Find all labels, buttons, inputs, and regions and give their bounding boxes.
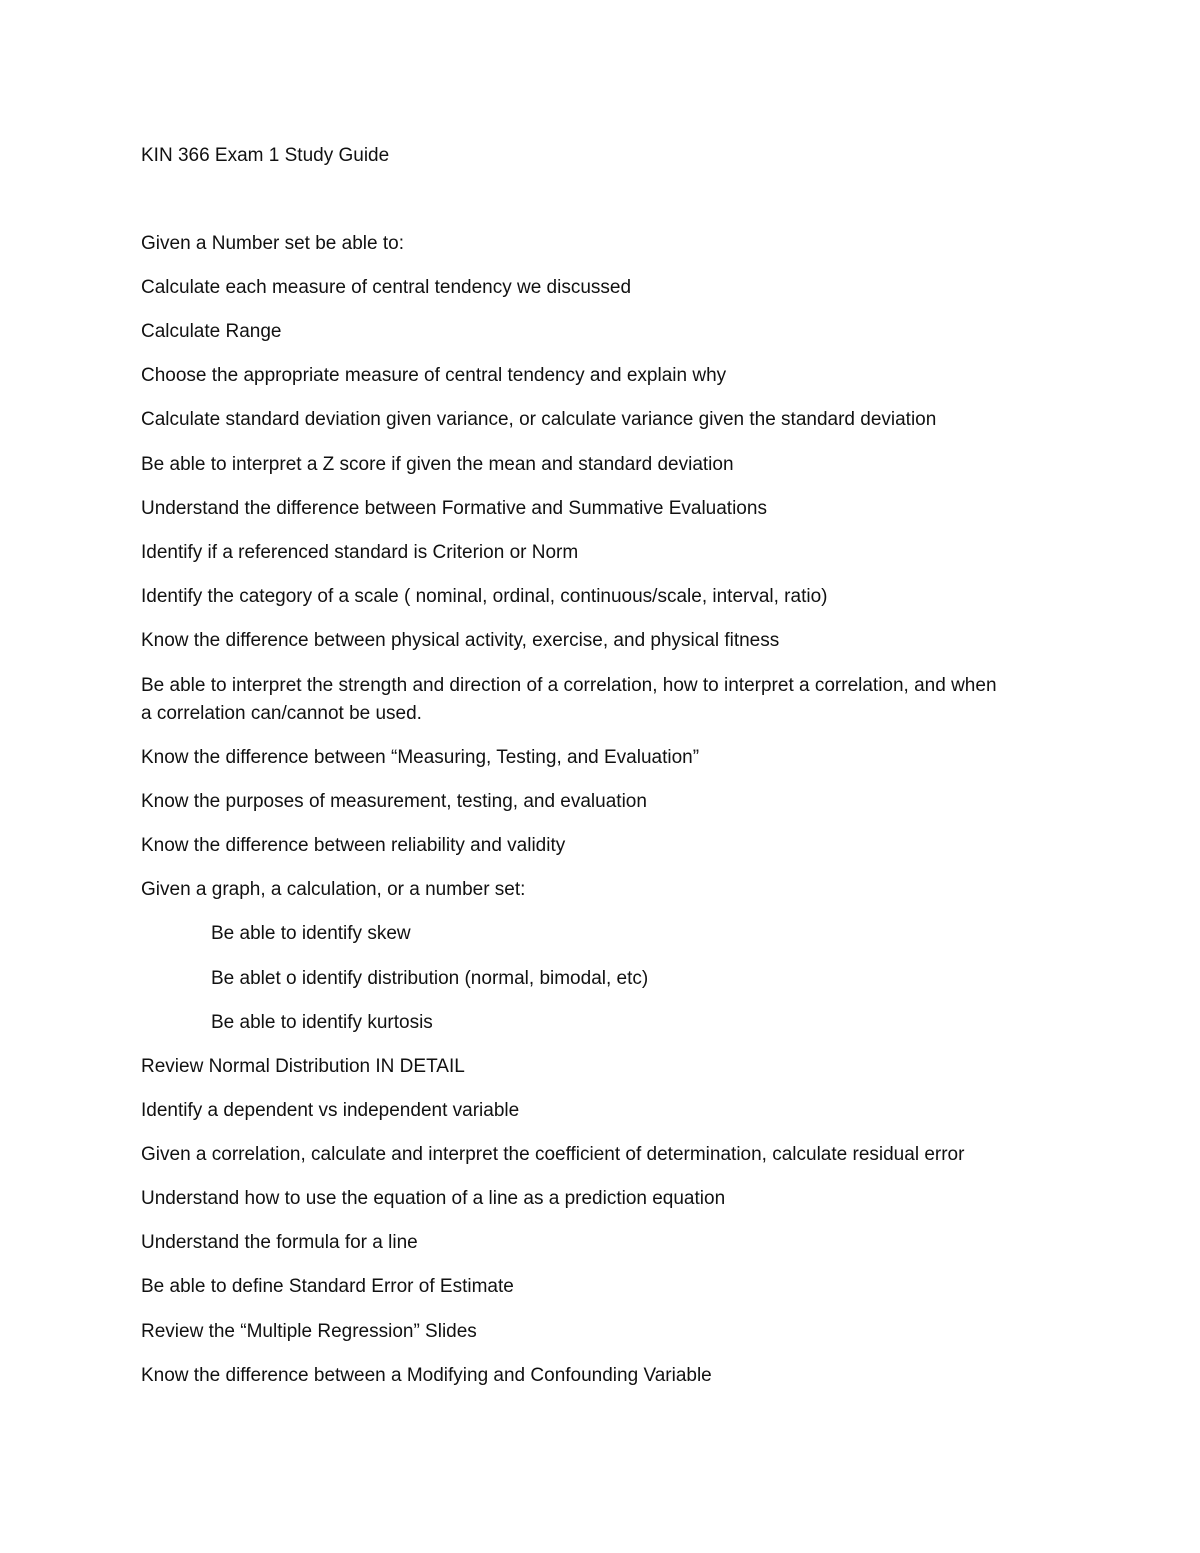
list-item: Calculate each measure of central tendency we discussed [141, 277, 632, 298]
list-item: Understand how to use the equation of a line as a prediction equation [141, 1188, 726, 1209]
list-item: Identify a dependent vs independent variable [141, 1100, 520, 1121]
list-item: Calculate Range [141, 321, 282, 342]
list-item: Know the difference between physical activity, exercise, and physical fitness [141, 630, 780, 651]
list-item: Identify the category of a scale ( nominal, ordinal, continuous/scale, interval, ratio) [141, 586, 828, 607]
list-item: Choose the appropriate measure of central tendency and explain why [141, 365, 727, 386]
list-item: Understand the difference between Formative and Summative Evaluations [141, 498, 767, 519]
sub-list-item: Be ablet o identify distribution (normal, bimodal, etc) [211, 968, 649, 989]
list-item-continuation: a correlation can/cannot be used. [141, 703, 422, 724]
sub-list-item: Be able to identify kurtosis [211, 1012, 433, 1033]
document-title: KIN 366 Exam 1 Study Guide [141, 145, 390, 166]
list-item: Understand the formula for a line [141, 1232, 418, 1253]
list-item: Review Normal Distribution IN DETAIL [141, 1056, 465, 1077]
list-item: Know the purposes of measurement, testing, and evaluation [141, 791, 647, 812]
list-item: Know the difference between a Modifying and Confounding Variable [141, 1365, 712, 1386]
list-item: Know the difference between reliability and validity [141, 835, 566, 856]
list-item: Be able to define Standard Error of Estimate [141, 1276, 514, 1297]
list-item: Identify if a referenced standard is Criterion or Norm [141, 542, 579, 563]
list-item: Given a graph, a calculation, or a number set: [141, 879, 526, 900]
list-item: Be able to interpret the strength and direction of a correlation, how to interpret a correlation, and when [141, 675, 997, 696]
list-item: Calculate standard deviation given variance, or calculate variance given the standard deviation [141, 409, 937, 430]
list-item: Be able to interpret a Z score if given the mean and standard deviation [141, 454, 734, 475]
list-item: Given a correlation, calculate and interpret the coefficient of determination, calculate residual error [141, 1144, 965, 1165]
sub-list-item: Be able to identify skew [211, 923, 411, 944]
list-item: Review the “Multiple Regression” Slides [141, 1321, 477, 1342]
list-item: Given a Number set be able to: [141, 233, 404, 254]
list-item: Know the difference between “Measuring, Testing, and Evaluation” [141, 747, 700, 768]
